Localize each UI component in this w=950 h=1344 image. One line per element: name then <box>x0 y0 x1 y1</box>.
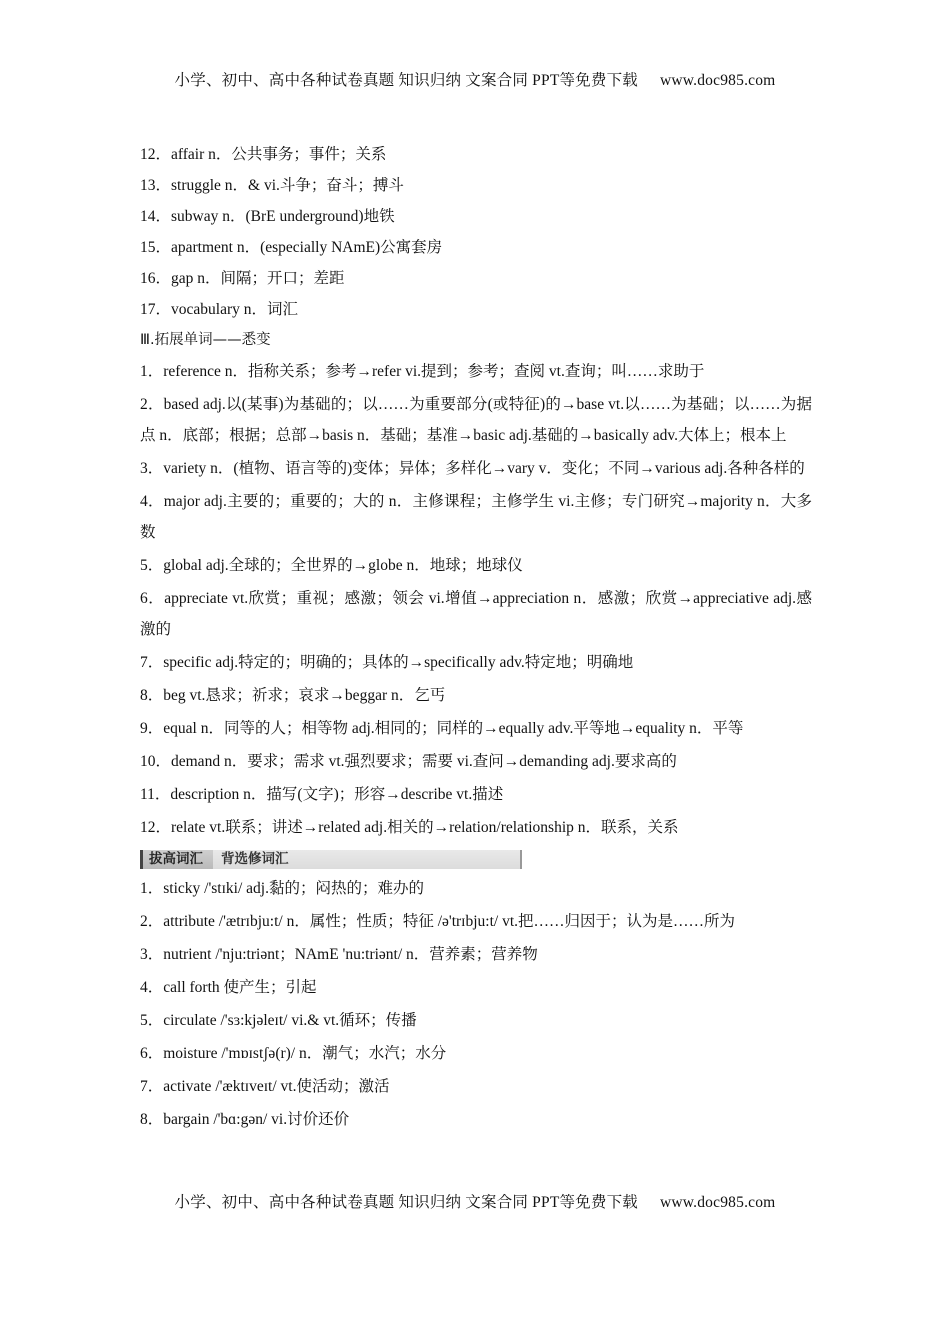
section-title-extended-words: Ⅲ.拓展单词——悉变 <box>140 332 271 348</box>
vocab-item: 8．beg vt.恳求；祈求；哀求→beggar n．乞丐 <box>140 687 446 704</box>
vocab-item: 11．description n．描写(文字)；形容→describe vt.描述 <box>140 786 504 803</box>
vocab-item: 3．variety n．(植物、语言等的)变体；异体；多样化→vary v．变化；不同→various adj.各种各样的 <box>140 460 805 477</box>
vocab-list-advanced <box>140 873 812 1135</box>
vocab-item: 9．equal n．同等的人；相等物 adj.相同的；同样的→equally adv.平等地→equality n．平等 <box>140 720 744 737</box>
vocab-item: 14．subway n．(BrE underground)地铁 <box>140 208 395 225</box>
section-banner <box>140 850 522 869</box>
vocab-list-nouns <box>140 139 812 325</box>
footer-url[interactable]: www.doc985.com <box>659 1194 776 1211</box>
vocab-item: 8．bargain /'bɑ:gən/ vi.讨价还价 <box>140 1111 350 1128</box>
vocab-item: 6．appreciate vt.欣赏；重视；感激；领会 vi.增值→appreciation n．感激；欣赏→appreciative adj.感激的 <box>140 590 812 638</box>
banner-tag: 拔高词汇 <box>140 850 213 869</box>
vocab-item: 7．specific adj.特定的；明确的；具体的→specifically adv.特定地；明确地 <box>140 654 634 671</box>
page-footer <box>0 1190 950 1212</box>
vocabulary-content <box>140 139 812 1135</box>
vocab-item: 1．reference n．指称关系；参考→refer vi.提到；参考；查阅 vt.查询；叫……求助于 <box>140 363 705 380</box>
vocab-item: 12．affair n．公共事务；事件；关系 <box>140 146 387 163</box>
vocab-item: 4．call forth 使产生；引起 <box>140 979 317 996</box>
vocab-item: 4．major adj.主要的；重要的；大的 n．主修课程；主修学生 vi.主修；专门研究→majority n．大多数 <box>140 493 812 541</box>
vocab-item: 2．attribute /'ætrɪbju:t/ n．属性；性质；特征 /ə'trɪbju:t/ vt.把……归因于；认为是……所为 <box>140 913 735 930</box>
footer-text: 小学、初中、高中各种试卷真题 知识归纳 文案合同 PPT等免费下载 <box>174 1194 638 1211</box>
vocab-item: 5．circulate /'sɜ:kjəleɪt/ vi.& vt.循环；传播 <box>140 1012 417 1029</box>
vocab-item: 5．global adj.全球的；全世界的→globe n．地球；地球仪 <box>140 557 523 574</box>
vocab-item: 6．moisture /'mɒɪstʃə(r)/ n．潮气；水汽；水分 <box>140 1045 447 1062</box>
vocab-item: 17．vocabulary n．词汇 <box>140 301 298 318</box>
vocab-item: 12．relate vt.联系；讲述→related adj.相关的→relation/relationship n．联系，关系 <box>140 819 679 836</box>
banner-subtitle: 背选修词汇 <box>221 851 289 867</box>
vocab-item: 16．gap n．间隔；开口；差距 <box>140 270 345 287</box>
vocab-item: 10．demand n．要求；需求 vt.强烈要求；需要 vi.查问→demanding adj.要求高的 <box>140 753 677 770</box>
vocab-item: 15．apartment n．(especially NAmE)公寓套房 <box>140 239 443 256</box>
vocab-item: 3．nutrient /'nju:triənt；NAmE 'nu:triənt/ n．营养素；营养物 <box>140 946 538 963</box>
vocab-item: 13．struggle n．& vi.斗争；奋斗；搏斗 <box>140 177 404 194</box>
vocab-item: 7．activate /'æktɪveɪt/ vt.使活动；激活 <box>140 1078 390 1095</box>
vocab-item: 1．sticky /'stɪki/ adj.黏的；闷热的；难办的 <box>140 880 424 897</box>
vocab-list-extended <box>140 356 812 843</box>
page-header <box>0 68 950 90</box>
header-url[interactable]: www.doc985.com <box>659 72 776 89</box>
header-text: 小学、初中、高中各种试卷真题 知识归纳 文案合同 PPT等免费下载 <box>174 72 638 89</box>
vocab-item: 2．based adj.以(某事)为基础的；以……为重要部分(或特征)的→base vt.以……为基础；以……为据点 n．底部；根据；总部→basis n．基础；基准→basic adj.基础的→basically adv.大体上；根本上 <box>140 396 812 444</box>
